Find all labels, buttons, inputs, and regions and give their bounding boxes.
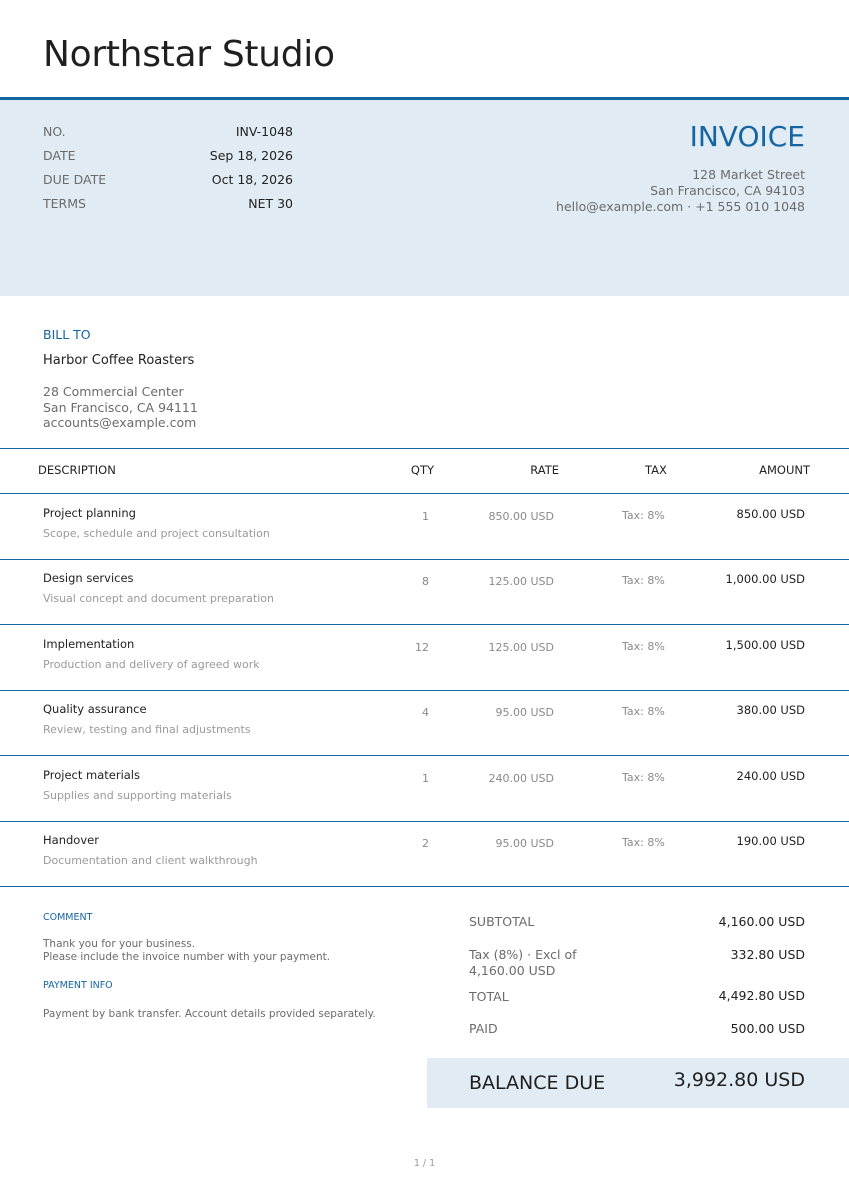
item-amount: 190.00 USD (736, 834, 805, 848)
item-amount: 240.00 USD (736, 769, 805, 783)
meta-row-terms (43, 196, 293, 220)
item-amount: 1,500.00 USD (725, 638, 805, 652)
invoice-meta (43, 124, 293, 220)
item-qty: 8 (422, 575, 429, 588)
page-indicator: 1 / 1 (413, 1158, 436, 1169)
item-description: Visual concept and document preparation (43, 592, 274, 605)
column-header-description: DESCRIPTION (38, 463, 116, 477)
table-row (0, 625, 849, 691)
client-city: San Francisco, CA 94111 (43, 399, 198, 415)
balance-due-value: 3,992.80 USD (673, 1069, 805, 1091)
item-description: Scope, schedule and project consultation (43, 527, 270, 540)
meta-row-date (43, 148, 293, 172)
item-name: Quality assurance (43, 702, 147, 716)
meta-label: DUE DATE (43, 172, 107, 187)
item-qty: 1 (422, 510, 429, 523)
item-description: Review, testing and final adjustments (43, 723, 251, 736)
subtotal-value: 4,160.00 USD (718, 914, 805, 929)
payment-info-text: Payment by bank transfer. Account details provided separately. (43, 1008, 376, 1020)
item-amount: 850.00 USD (736, 507, 805, 521)
meta-row-due-date (43, 172, 293, 196)
comment-heading: COMMENT (43, 912, 93, 923)
item-name: Design services (43, 571, 134, 585)
subtotal-label: SUBTOTAL (469, 914, 535, 929)
item-qty: 1 (422, 772, 429, 785)
payment-terms: NET 30 (248, 196, 293, 211)
due-date: Oct 18, 2026 (211, 172, 293, 187)
client-name: Harbor Coffee Roasters (43, 353, 195, 368)
payment-info-heading: PAYMENT INFO (43, 980, 113, 991)
item-description: Production and delivery of agreed work (43, 658, 260, 671)
table-row (0, 559, 849, 625)
item-qty: 2 (422, 837, 429, 850)
sender-address (556, 167, 805, 215)
item-tax: Tax: 8% (622, 574, 665, 587)
table-row (0, 494, 849, 560)
item-tax: Tax: 8% (622, 705, 665, 718)
item-tax: Tax: 8% (622, 771, 665, 784)
tax-label (469, 947, 577, 979)
item-tax: Tax: 8% (622, 836, 665, 849)
item-rate: 850.00 USD (488, 510, 554, 523)
item-description: Supplies and supporting materials (43, 789, 232, 802)
item-rate: 125.00 USD (488, 641, 554, 654)
total-label: TOTAL (469, 989, 509, 1004)
invoice-number: INV-1048 (235, 124, 293, 139)
item-name: Project planning (43, 506, 136, 520)
comment-text (43, 938, 330, 964)
item-name: Handover (43, 833, 99, 847)
meta-row-number (43, 124, 293, 148)
item-rate: 95.00 USD (495, 706, 554, 719)
item-name: Project materials (43, 768, 140, 782)
item-rate: 125.00 USD (488, 575, 554, 588)
item-rate: 95.00 USD (495, 837, 554, 850)
item-tax: Tax: 8% (622, 509, 665, 522)
table-top-border (0, 448, 849, 449)
meta-label: TERMS (43, 196, 86, 211)
client-street: 28 Commercial Center (43, 384, 184, 399)
item-qty: 12 (415, 641, 429, 654)
column-header-rate: RATE (530, 463, 559, 477)
item-name: Implementation (43, 637, 135, 651)
total-value: 4,492.80 USD (718, 988, 805, 1003)
table-row (0, 821, 849, 887)
tax-label-line: 4,160.00 USD (469, 963, 556, 978)
tax-value: 332.80 USD (730, 947, 805, 962)
invoice-title: INVOICE (689, 120, 805, 153)
table-row (0, 756, 849, 822)
comment-line: Thank you for your business. (43, 938, 196, 950)
client-address (43, 384, 198, 431)
paid-value: 500.00 USD (730, 1021, 805, 1036)
sender-street: 128 Market Street (692, 167, 805, 182)
item-description: Documentation and client walkthrough (43, 854, 258, 867)
balance-due-label: BALANCE DUE (469, 1072, 606, 1094)
item-qty: 4 (422, 706, 429, 719)
sender-contact: hello@example.com · +1 555 010 1048 (556, 199, 805, 214)
item-amount: 1,000.00 USD (725, 572, 805, 586)
column-header-qty: QTY (410, 463, 434, 477)
meta-label: NO. (43, 124, 66, 139)
column-header-amount: AMOUNT (759, 463, 810, 477)
tax-label-line: Tax (8%) · Excl of (469, 947, 577, 962)
column-header-tax: TAX (645, 463, 667, 477)
item-rate: 240.00 USD (488, 772, 554, 785)
sender-city: San Francisco, CA 94103 (650, 183, 805, 198)
paid-label: PAID (469, 1021, 498, 1036)
bill-to-heading: BILL TO (43, 327, 91, 342)
item-amount: 380.00 USD (736, 703, 805, 717)
invoice-date: Sep 18, 2026 (209, 148, 293, 163)
meta-label: DATE (43, 148, 76, 163)
company-name: Northstar Studio (43, 34, 335, 75)
table-row (0, 690, 849, 756)
item-tax: Tax: 8% (622, 640, 665, 653)
comment-line: Please include the invoice number with your payment. (43, 951, 331, 963)
client-email: accounts@example.com (43, 415, 197, 430)
